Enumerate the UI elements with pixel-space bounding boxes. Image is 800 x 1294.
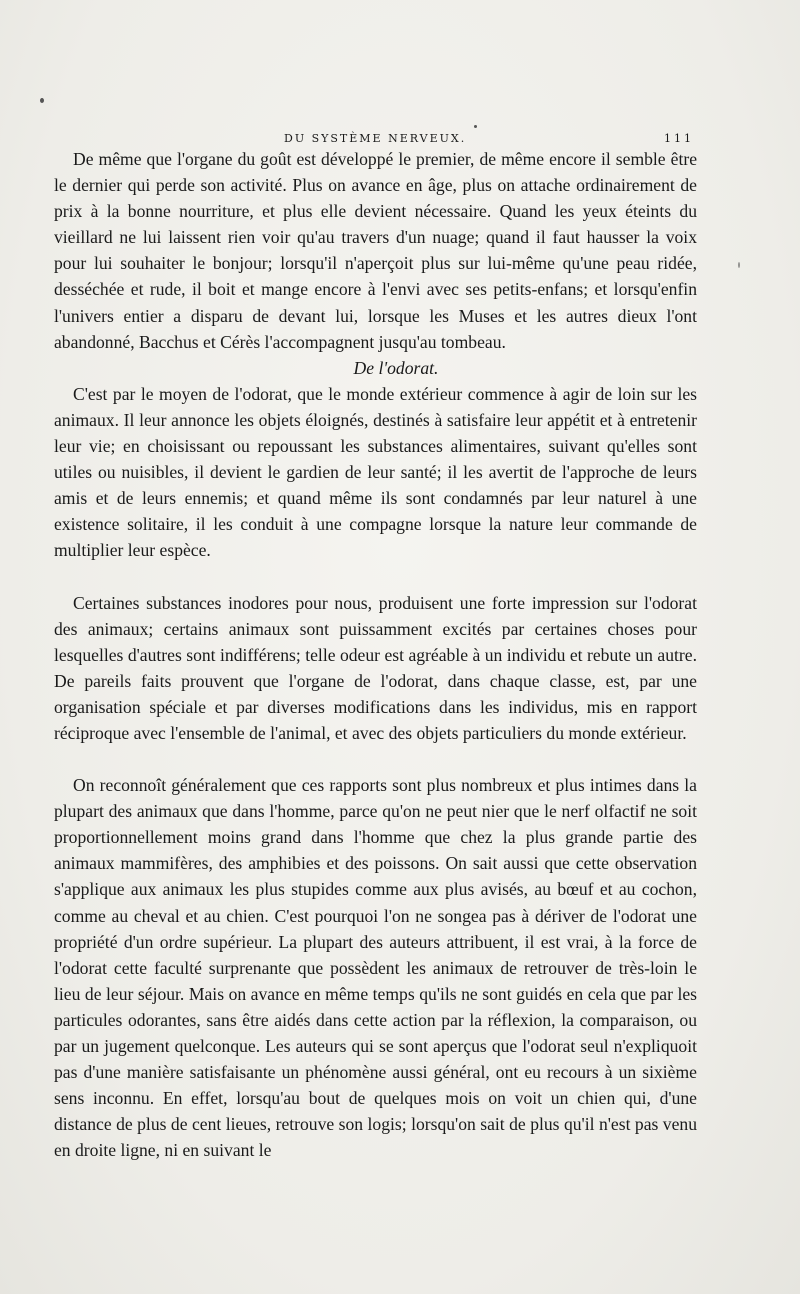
paragraph-smell-intro: C'est par le moyen de l'odorat, que le monde extérieur commence à agir de loin sur les animaux. Il leur annonce les objets éloignés, destinés à satisfaire leur appétit et à entretenir leur vie; en choisissant ou repoussant les substances alimentaires, suivant qu'elles sont utiles ou nuisibles, il devient le gardien de leur santé; il les avertit de l'approche de leurs amis et de leurs ennemis; et quand même ils sont condamnés par leur naturel à une existence solitaire, il les conduit à une compagne lorsque la nature leur commande de multiplier leur espèce. — [54, 383, 697, 561]
body-text — [54, 146, 697, 1163]
paper-speck — [738, 262, 740, 268]
section-title: De l'odorat. — [353, 357, 439, 378]
paragraph-taste-old-age: De même que l'organe du goût est développé le premier, de même encore il semble être le dernier qui perde son activité. Plus on avance en âge, plus on attache ordinairement de prix à la bonne nourriture, et plus elle devient nécessaire. Quand les yeux éteints du vieillard ne lui laissent rien voir qu'au travers d'un nuage; quand il faut hausser la voix pour lui souhaiter le bonjour; lorsqu'il n'aperçoit plus sur lui-même qu'une peau ridée, desséchée et rude, il boit et mange encore à l'envi avec ses petits-enfans; et lorsqu'enfin l'univers entier a disparu de devant lui, lorsque les Muses et les autres dieux l'ont abandonné, Bacchus et Cérès l'accompagnent jusqu'au tombeau. — [54, 149, 697, 352]
paragraph-smell-relations: On reconnoît généralement que ces rapports sont plus nombreux et plus intimes dans la plupart des animaux que dans l'homme, parce qu'on ne peut nier que le nerf olfactif ne soit proportionnellement moins grand dans l'homme que chez la plus grande partie des animaux mammifères, des amphibies et des poissons. On sait aussi que cette observation s'applique aux animaux les plus stupides comme aux plus avisés, au bœuf et au cochon, comme au cheval et au chien. C'est pourquoi l'on ne songea pas à dériver de l'odorat une propriété d'un ordre supérieur. La plupart des auteurs attribuent, il est vrai, à la force de l'odorat cette faculté surprenante que possèdent les animaux de retrouver de très-loin le lieu de leur séjour. Mais on avance en même temps qu'ils ne sont guidés en cela que par les particules odorantes, sans être aidés dans cette action par la réflexion, la comparaison, ou par un jugement quelconque. Les auteurs qui se sont aperçus que l'odorat seul n'expliquoit pas d'une manière satisfaisante un phénomène aussi général, ont eu recours à un sixième sens inconnu. En effet, lorsqu'au bout de quelques mois on voit un chien qui, d'une distance de plus de cent lieues, retrouve son logis; lorsqu'on sait de plus qu'il n'est pas venu en droite ligne, ni en suivant le — [54, 775, 697, 1161]
page-number: 111 — [664, 132, 694, 145]
paragraph-odorless-substances: Certaines substances inodores pour nous, produisent une forte impression sur l'odorat des animaux; certains animaux sont puissamment excités par certaines choses pour lesquelles d'autres sont indifférens; telle odeur est agréable à un individu et rebute un autre. De pareils faits prouvent que l'organe de l'odorat, dans chaque classe, est, par une organisation spéciale et par diverses modifications dans les individus, mis en rapport réciproque avec l'ensemble de l'animal, et avec des objets particuliers du monde extérieur. — [54, 592, 697, 743]
paper-speck — [40, 98, 44, 103]
running-title: DU SYSTÈME NERVEUX. — [284, 132, 467, 145]
paper-speck — [474, 125, 477, 128]
